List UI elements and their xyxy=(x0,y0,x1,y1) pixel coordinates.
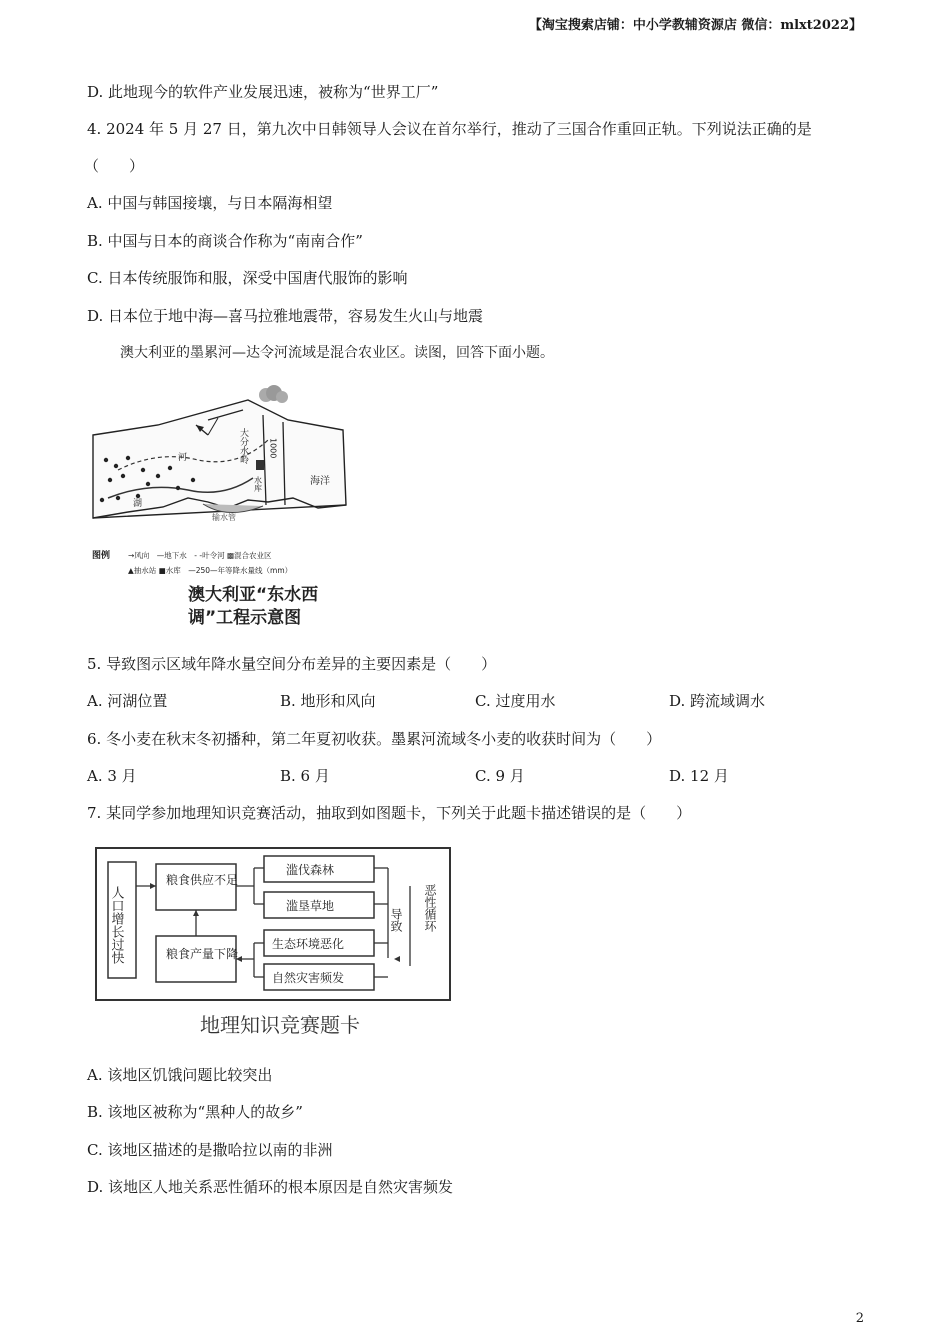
card-box-population: 人口增长过快 xyxy=(108,886,124,964)
legend-row2: ▲抽水站 ■水库 —250—年等降水量线（mm） xyxy=(128,566,293,575)
q5-option-a: A. 河湖位置 xyxy=(87,692,168,710)
page-header: 【淘宝搜索店铺：中小学教辅资源店 微信：mlxt2022】 xyxy=(528,18,862,33)
map-drawing xyxy=(88,380,358,630)
q7-stem: 7. 某同学参加地理知识竞赛活动，抽取到如图题卡，下列关于此题卡描述错误的是（ ） xyxy=(87,804,692,822)
map-caption-line2: 调”工程示意图 xyxy=(188,608,302,628)
q4-option-d: D. 日本位于地中海—喜马拉雅地震带，容易发生火山与地震 xyxy=(87,307,484,325)
section-intro: 澳大利亚的墨累河—达令河流域是混合农业区。读图，回答下面小题。 xyxy=(120,345,554,361)
legend-row1: →风向 —地下水 - -叶令河 ▩混合农业区 xyxy=(128,551,272,560)
card-box-deforest: 滥伐森林 xyxy=(286,863,335,877)
map-label-basin: 输水管 xyxy=(212,513,236,522)
q4-option-b: B. 中国与日本的商谈合作称为“南南合作” xyxy=(87,232,363,250)
map-label-ocean: 海洋 xyxy=(310,476,330,487)
map-label-isohyet: 1000 xyxy=(268,438,278,459)
page-number: 2 xyxy=(855,1311,864,1326)
card-box-food-short: 粮食供应不足 xyxy=(166,873,239,887)
card-box-overgraze: 滥垦草地 xyxy=(286,899,335,913)
q5-option-b: B. 地形和风向 xyxy=(280,692,376,710)
q6-option-b: B. 6 月 xyxy=(280,767,330,785)
card-label-cycle: 恶性循环 xyxy=(423,884,437,932)
card-drawing xyxy=(94,846,454,1044)
map-caption-line1: 澳大利亚“东水西 xyxy=(188,585,319,605)
q4-option-a: A. 中国与韩国接壤，与日本隔海相望 xyxy=(87,194,333,212)
q4-stem-line2: （ ） xyxy=(84,157,145,175)
map-label-divide: 大分水岭 xyxy=(238,428,248,464)
q4-stem-line1: 4. 2024 年 5 月 27 日，第九次中日韩领导人会议在首尔举行，推动了三国合作重回正轨。下列说法正确的是 xyxy=(87,120,812,138)
q7-option-d: D. 该地区人地关系恶性循环的根本原因是自然灾害频发 xyxy=(87,1178,454,1196)
map-label-river: 河 xyxy=(178,453,188,463)
map-label-lake: 湖 xyxy=(133,499,143,509)
q7-option-c: C. 该地区描述的是撒哈拉以南的非洲 xyxy=(87,1141,333,1159)
q6-option-d: D. 12 月 xyxy=(669,767,729,785)
legend-title: 图例 xyxy=(92,551,111,561)
prev-question-option-d: D. 此地现今的软件产业发展迅速，被称为“世界工厂” xyxy=(87,83,439,101)
q7-option-b: B. 该地区被称为“黑种人的故乡” xyxy=(87,1103,303,1121)
card-label-lead: 导致 xyxy=(389,908,403,932)
q5-option-d: D. 跨流域调水 xyxy=(669,692,766,710)
q6-option-c: C. 9 月 xyxy=(475,767,525,785)
geography-quiz-card xyxy=(94,846,454,1044)
q6-option-a: A. 3 月 xyxy=(87,767,137,785)
q6-stem: 6. 冬小麦在秋末冬初播种，第二年夏初收获。墨累河流域冬小麦的收获时间为（ ） xyxy=(87,730,662,748)
q5-stem: 5. 导致图示区域年降水量空间分布差异的主要因素是（ ） xyxy=(87,655,497,673)
q5-option-c: C. 过度用水 xyxy=(475,692,556,710)
card-box-food-drop: 粮食产量下降 xyxy=(166,947,239,961)
q7-option-a: A. 该地区饥饿问题比较突出 xyxy=(87,1066,273,1084)
map-label-reservoir: 水库 xyxy=(253,476,263,492)
card-box-eco: 生态环境恶化 xyxy=(272,937,345,951)
card-caption: 地理知识竞赛题卡 xyxy=(200,1013,360,1037)
q4-option-c: C. 日本传统服饰和服，深受中国唐代服饰的影响 xyxy=(87,269,408,287)
australia-water-diversion-map xyxy=(88,380,358,630)
card-box-disaster: 自然灾害频发 xyxy=(272,971,345,985)
